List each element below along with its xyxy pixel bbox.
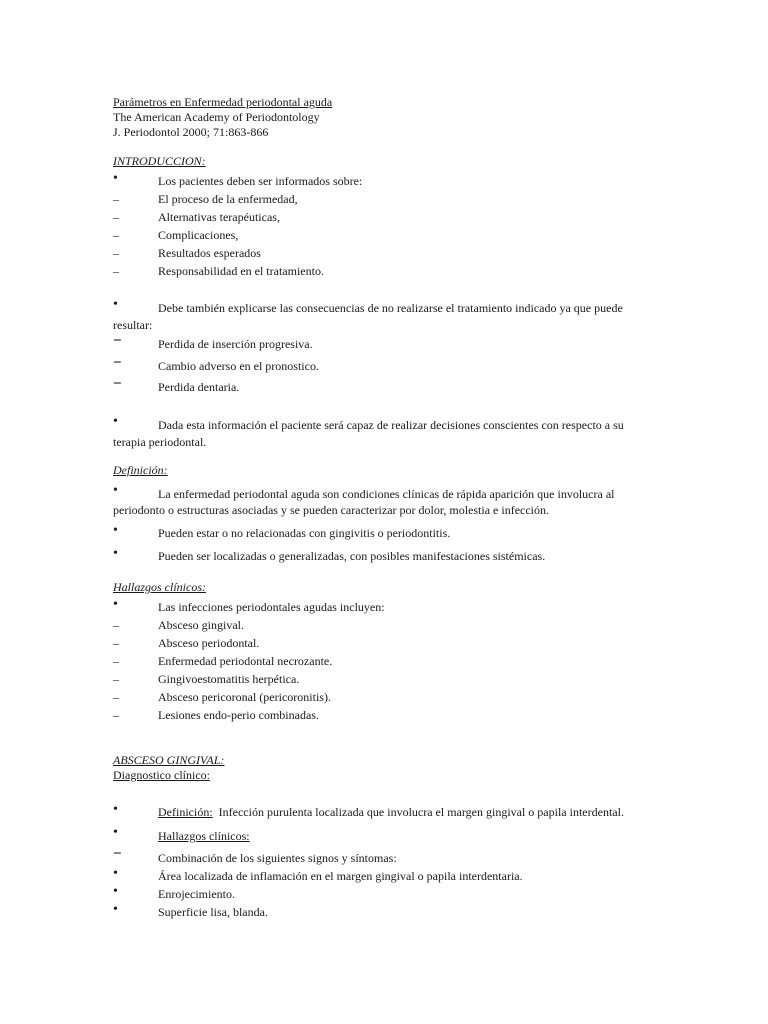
definition-line — [158, 803, 624, 821]
paragraph-line: periodonto o estructuras asociadas y se pueden caracterizar por dolor, molestia e infección. — [113, 503, 550, 517]
definition-label: Definición: — [158, 805, 213, 819]
bullet-icon: • — [113, 866, 118, 881]
bullet-icon: • — [113, 297, 118, 312]
list-item: Enfermedad periodontal necrozante. — [158, 654, 333, 668]
bullet-icon: • — [113, 414, 118, 429]
dash-icon: – — [113, 264, 119, 278]
bullet-icon: • — [113, 171, 118, 186]
list-item: Superficie lisa, blanda. — [158, 905, 268, 919]
document-title: Parámetros en Enfermedad periodontal aguda — [113, 95, 333, 109]
list-item: Pueden estar o no relacionadas con gingivitis o periodontitis. — [158, 526, 451, 540]
list-item: Resultados esperados — [158, 246, 261, 260]
list-item: Perdida de inserción progresiva. — [158, 337, 313, 351]
bullet-icon: • — [113, 902, 118, 917]
dash-icon: – — [113, 690, 119, 704]
definition-text: Infección purulenta localizada que involucra el margen gingival o papila interdental. — [218, 805, 624, 819]
list-item: Las infecciones periodontales agudas incluyen: — [158, 600, 385, 614]
dash-icon: – — [113, 618, 119, 632]
dash-icon: – — [113, 654, 119, 668]
dash-icon: – — [113, 228, 119, 242]
bullet-icon: • — [113, 825, 118, 840]
bullet-icon: • — [113, 483, 118, 498]
bullet-icon: • — [113, 802, 118, 817]
bullet-icon: • — [113, 523, 118, 538]
list-item: Absceso pericoronal (pericoronitis). — [158, 690, 331, 704]
dash-icon: − — [113, 333, 122, 349]
paragraph-line: La enfermedad periodontal aguda son condiciones clínicas de rápida aparición que involucra al — [158, 487, 615, 501]
journal-reference: J. Periodontol 2000; 71:863-866 — [113, 125, 269, 139]
bullet-icon: • — [113, 546, 118, 561]
bullet-icon: • — [113, 597, 118, 612]
list-item: Pueden ser localizadas o generalizadas, con posibles manifestaciones sistémicas. — [158, 549, 546, 563]
paragraph-line: terapia periodontal. — [113, 435, 207, 449]
list-item: Lesiones endo-perio combinadas. — [158, 708, 319, 722]
findings-heading: Hallazgos clínicos: — [113, 580, 206, 594]
list-item: Área localizada de inflamación en el margen gingival o papila interdentaria. — [158, 869, 523, 883]
dash-icon: – — [113, 672, 119, 686]
list-item: Complicaciones, — [158, 228, 239, 242]
list-item: Combinación de los siguientes signos y síntomas: — [158, 851, 397, 865]
list-item: El proceso de la enfermedad, — [158, 192, 298, 206]
clinical-diagnosis-subheading: Diagnostico clínico: — [113, 768, 210, 782]
list-item: Alternativas terapéuticas, — [158, 210, 280, 224]
bullet-icon: • — [113, 884, 118, 899]
list-item: Cambio adverso en el pronostico. — [158, 359, 319, 373]
list-item: Perdida dentaria. — [158, 380, 240, 394]
list-item: Los pacientes deben ser informados sobre: — [158, 174, 363, 188]
dash-icon: − — [113, 846, 122, 862]
paragraph-line: Debe también explicarse las consecuencias de no realizarse el tratamiento indicado ya que puede — [158, 301, 623, 315]
list-item: Absceso periodontal. — [158, 636, 260, 650]
dash-icon: – — [113, 210, 119, 224]
list-item: Enrojecimiento. — [158, 887, 235, 901]
list-item: Responsabilidad en el tratamiento. — [158, 264, 324, 278]
gingival-abscess-heading: ABSCESO GINGIVAL: — [113, 753, 225, 767]
intro-heading: INTRODUCCION: — [113, 154, 206, 168]
dash-icon: – — [113, 246, 119, 260]
dash-icon: – — [113, 636, 119, 650]
paragraph-line: Dada esta información el paciente será capaz de realizar decisiones conscientes con respecto a su — [158, 418, 624, 432]
list-item: Absceso gingival. — [158, 618, 244, 632]
paragraph-line: resultar: — [113, 318, 153, 332]
dash-icon: − — [113, 355, 122, 371]
list-item: Gingivoestomatitis herpética. — [158, 672, 300, 686]
dash-icon: – — [113, 708, 119, 722]
definition-heading: Definición: — [113, 463, 168, 477]
dash-icon: – — [113, 192, 119, 206]
dash-icon: − — [113, 376, 122, 392]
clinical-findings-label: Hallazgos clínicos: — [158, 829, 250, 843]
author-org: The American Academy of Periodontology — [113, 110, 320, 124]
